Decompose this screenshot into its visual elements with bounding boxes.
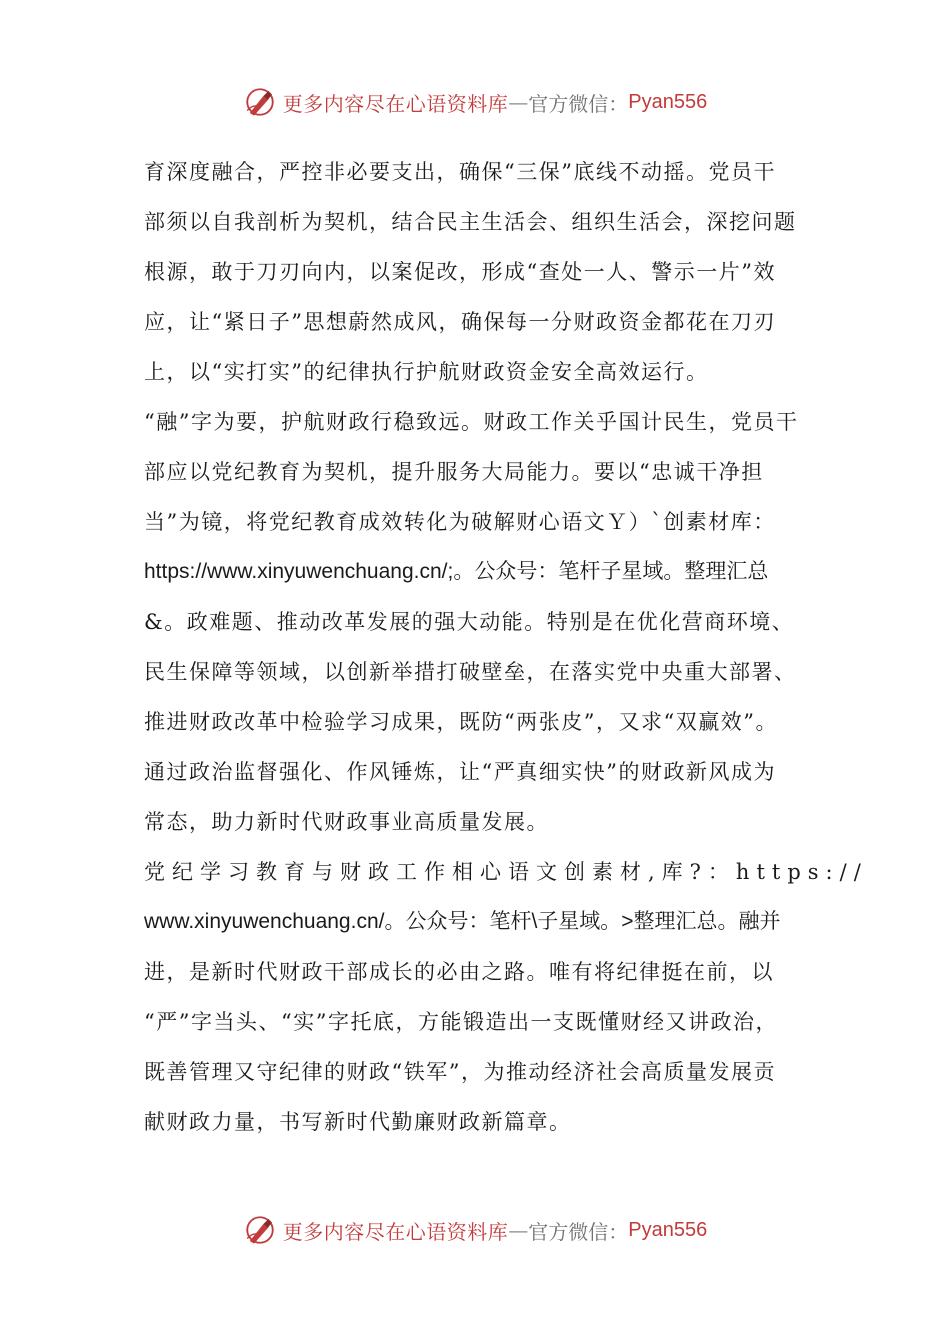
body-line: https://www.xinyuwenchuang.cn/;。公众号：笔杆子星域。整理汇总 (144, 560, 769, 583)
body-line: 应，让“紧日子”思想蔚然成风，确保每一分财政资金都花在刀刃 (144, 310, 776, 334)
banner-separator: — (508, 1218, 529, 1242)
body-line: 常态，助力新时代财政事业高质量发展。 (144, 810, 549, 834)
body-line: 推进财政改革中检验学习成果，既防“两张皮”，又求“双赢效”。 (144, 710, 778, 734)
body-line: 育深度融合，严控非必要支出，确保“三保”底线不动摇。党员干 (144, 160, 776, 184)
banner-wechat-id: Pyan556 (628, 1218, 708, 1241)
banner-wechat-id: Pyan556 (628, 90, 708, 113)
body-line: 部应以党纪教育为契机，提升服务大局能力。要以“忠诚干净担 (144, 460, 764, 484)
footer-banner (0, 1208, 950, 1252)
banner-brand-text: 更多内容尽在心语资料库 (282, 1219, 509, 1244)
body-line: &。政难题、推动改革发展的强大动能。特别是在优化营商环境、 (144, 610, 795, 634)
pen-nib-logo-icon (243, 85, 277, 119)
body-line: 当”为镜，将党纪教育成效转化为破解财心语文Ｙ）`创素材库： (144, 510, 776, 534)
body-line: 党纪学习教育与财政工作相心语文创素材,库?：https:// (144, 860, 868, 884)
banner-wechat-label: 官方微信： (528, 1219, 629, 1244)
body-line: 献财政力量，书写新时代勤廉财政新篇章。 (144, 1110, 572, 1134)
body-line: www.xinyuwenchuang.cn/。公众号：笔杆\子星域。>整理汇总。融并 (144, 910, 781, 933)
document-body (144, 147, 868, 1147)
pen-nib-logo-icon (243, 1213, 277, 1247)
body-line: 根源，敢于刀刃向内，以案促改，形成“查处一人、警示一片”效 (144, 260, 776, 284)
header-banner (0, 80, 950, 124)
banner-separator: — (508, 90, 529, 114)
body-line: 进，是新时代财政干部成长的必由之路。唯有将纪律挺在前，以 (144, 960, 774, 984)
banner-wechat-label: 官方微信： (528, 91, 629, 116)
body-line: 既善管理又守纪律的财政“铁军”，为推动经济社会高质量发展贡 (144, 1060, 776, 1084)
body-line: “融”字为要，护航财政行稳致远。财政工作关乎国计民生，党员干 (144, 410, 799, 434)
banner-brand-text: 更多内容尽在心语资料库 (282, 91, 509, 116)
body-line: 部须以自我剖析为契机，结合民主生活会、组织生活会，深挖问题 (144, 210, 797, 234)
body-line: 民生保障等领域，以创新举措打破壁垒，在落实党中央重大部署、 (144, 660, 797, 684)
body-line: “严”字当头、“实”字托底，方能锻造出一支既懂财经又讲政治， (144, 1010, 778, 1034)
body-line: 通过政治监督强化、作风锤炼，让“严真细实快”的财政新风成为 (144, 760, 776, 784)
body-line: 上，以“实打实”的纪律执行护航财政资金安全高效运行。 (144, 360, 709, 384)
